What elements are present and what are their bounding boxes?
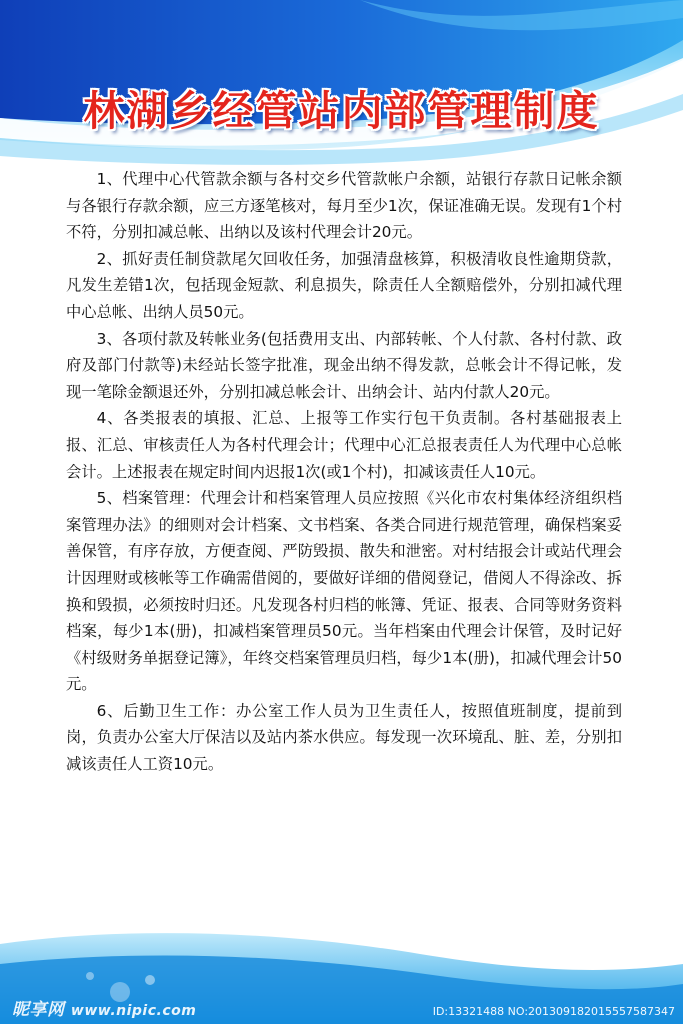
paragraph-item: 2、抓好责任制贷款尾欠回收任务，加强清盘核算，积极清收良性逾期贷款，凡发生差错1次，包括现金短款、利息损失，除责任人全额赔偿外，分别扣减代理中心总帐、出纳人员50元。 bbox=[66, 249, 622, 321]
page-title: 林湖乡经管站内部管理制度 bbox=[83, 87, 600, 135]
paragraph-item: 1、代理中心代管款余额与各村交乡代管款帐户余额，站银行存款日记帐余额与各银行存款余额，应三方逐笔核对，每月至少1次，保证准确无误。发现有1个村不符，分别扣减总帐、出纳以及该村代理会计20元。 bbox=[66, 170, 622, 242]
paragraph-item: 3、各项付款及转帐业务(包括费用支出、内部转帐、个人付款、各村付款、政府及部门付款等)未经站长签字批准，现金出纳不得发款，总帐会计不得记帐，发现一笔除金额退还外，分别扣减总帐会计、出纳会计、站内付款人20元。 bbox=[66, 329, 622, 401]
image-id-text: ID:13321488 NO:20130918201555758734​7 bbox=[432, 1005, 675, 1018]
paragraph-item: 6、后勤卫生工作：办公室工作人员为卫生责任人，按照值班制度，提前到岗，负责办公室大厅保洁以及站内茶水供应。每发现一次环境乱、脏、差，分别扣减该责任人工资10元。 bbox=[66, 701, 622, 774]
watermark bbox=[12, 995, 196, 1020]
paragraph-item: 5、档案管理：代理会计和档案管理人员应按照《兴化市农村集体经济组织档案管理办法》的细则对会计档案、文书档案、各类合同进行规范管理，确保档案妥善保管，有序存放，方便查阅、严防毁损、散失和泄密。对村结报会计或站代理会计因理财或核帐等工作确需借阅的，要做好详细的借阅登记，借阅人不得涂改、拆换和毁损，必须按时归还。凡发现各村归档的帐簿、凭证、报表、合同等财务资料档案，每少1本(册)，扣减档案管理员50元。当年档案由代理会计保管，及时记好《村级财务单据登记簿》，年终交档案管理员归档，每少1本(册)，扣减代理会计50元。 bbox=[66, 489, 622, 694]
regulation-body bbox=[66, 166, 622, 778]
watermark-brand: 昵享网 bbox=[12, 1000, 65, 1020]
paragraph-item: 4、各类报表的填报、汇总、上报等工作实行包干负责制。各村基础报表上报、汇总、审核责任人为各村代理会计；代理中心汇总报表责任人为代理中心总帐会计。上述报表在规定时间内迟报1次(或1个村)，扣减该责任人10元。 bbox=[66, 409, 622, 481]
watermark-url: www.nipic.com bbox=[70, 1003, 197, 1019]
